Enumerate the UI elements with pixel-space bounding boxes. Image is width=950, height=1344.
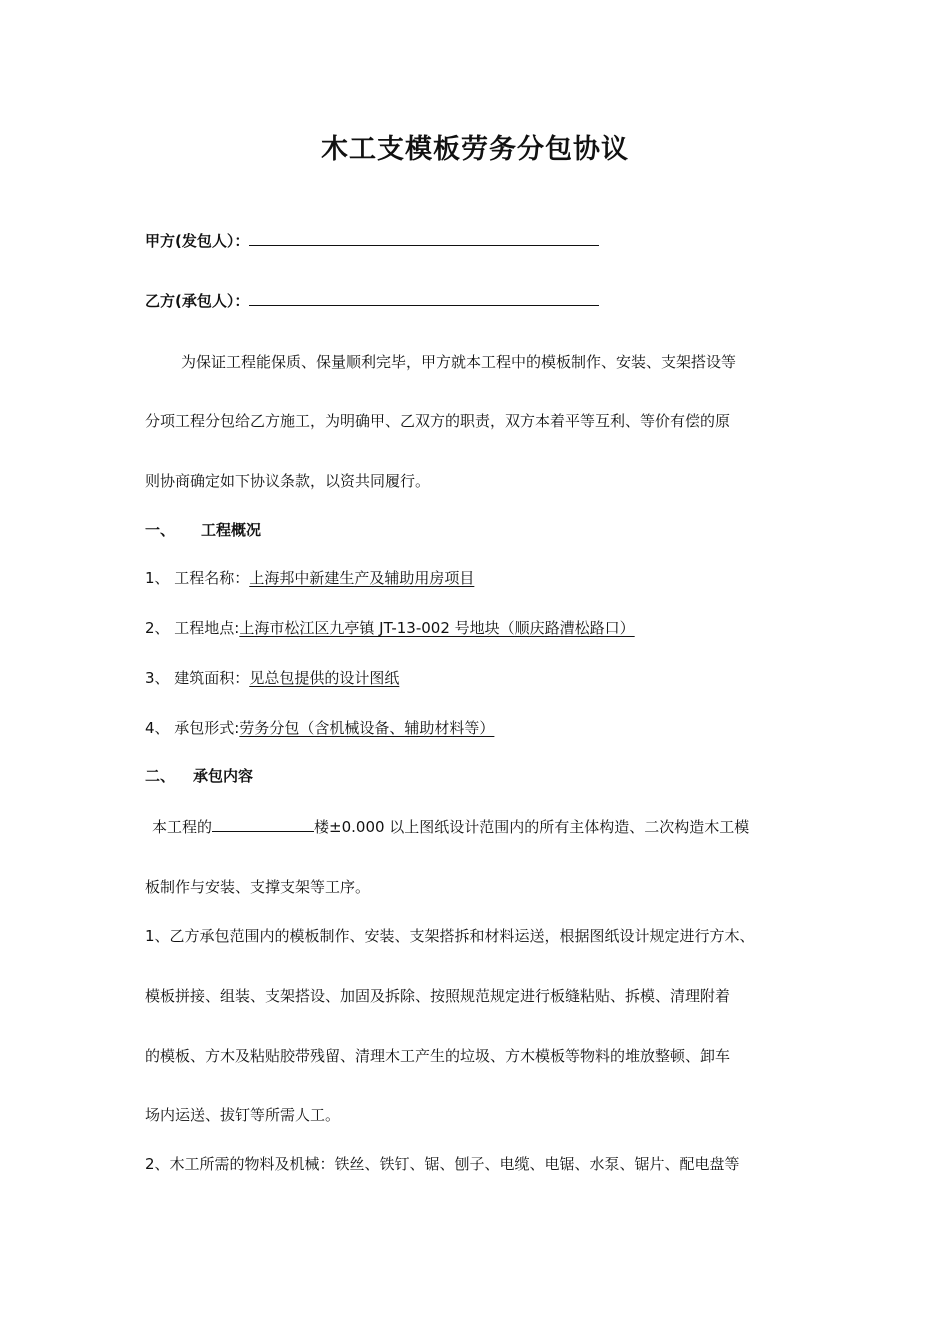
party-b-label: 乙方(承包人）： — [145, 292, 250, 310]
contract-form-value: 劳务分包（含机械设备、辅助材料等） — [239, 719, 495, 737]
building-area-value: 见总包提供的设计图纸 — [249, 669, 400, 687]
item1-line-2: 模板拼接、组装、支架搭设、加固及拆除、按照规范规定进行板缝粘贴、拆模、清理附着 — [145, 987, 731, 1005]
section1-heading — [145, 520, 261, 540]
item1-line-3: 的模板、方木及粘贴胶带残留、清理木工产生的垃圾、方木模板等物料的堆放整顿、卸车 — [145, 1047, 731, 1065]
scope-line-2: 板制作与安装、支撑支架等工序。 — [145, 878, 371, 896]
document-title: 木工支模板劳务分包协议 — [321, 134, 629, 165]
scope-line-1 — [152, 817, 749, 837]
project-location-value: 上海市松江区九亭镇 JT-13-002 号地块（顺庆路漕松路口） — [239, 619, 635, 637]
contract-form-label: 4、 承包形式: — [145, 719, 240, 737]
scope-prefix: 本工程的 — [152, 818, 213, 836]
section2-title: 承包内容 — [193, 767, 254, 785]
project-name-item — [145, 568, 474, 588]
item2-line-1: 2、木工所需的物料及机械：铁丝、铁钉、锯、刨子、电缆、电锯、水泵、锯片、配电盘等 — [145, 1155, 740, 1173]
project-name-label: 1、 工程名称： — [145, 569, 250, 587]
section1-title: 工程概况 — [201, 521, 262, 539]
party-b-line — [145, 291, 599, 311]
project-location-label: 2、 工程地点: — [145, 619, 240, 637]
section1-number: 一、 — [145, 521, 176, 539]
building-area-label: 3、 建筑面积： — [145, 669, 250, 687]
project-location-item — [145, 618, 635, 638]
scope-suffix: 楼±0.000 以上图纸设计范围内的所有主体构造、二次构造木工模 — [314, 818, 750, 836]
contract-form-item — [145, 718, 494, 738]
party-b-blank — [249, 291, 599, 306]
building-area-item — [145, 668, 399, 688]
section2-heading — [145, 766, 253, 786]
intro-line-3: 则协商确定如下协议条款，以资共同履行。 — [145, 472, 431, 490]
intro-line-2: 分项工程分包给乙方施工，为明确甲、乙双方的职责，双方本着平等互利、等价有偿的原 — [145, 412, 731, 430]
project-name-value: 上海邦中新建生产及辅助用房项目 — [249, 569, 475, 587]
intro-line-1: 为保证工程能保质、保量顺利完毕，甲方就本工程中的模板制作、安装、支架搭设等 — [181, 353, 737, 371]
section2-number: 二、 — [145, 767, 176, 785]
scope-building-blank — [212, 817, 314, 832]
item1-line-1: 1、乙方承包范围内的模板制作、安装、支架搭拆和材料运送，根据图纸设计规定进行方木、 — [145, 927, 755, 945]
item1-line-4: 场内运送、拔钉等所需人工。 — [145, 1106, 341, 1124]
party-a-label: 甲方(发包人）： — [145, 232, 250, 250]
party-a-blank — [249, 231, 599, 246]
party-a-line — [145, 231, 599, 251]
